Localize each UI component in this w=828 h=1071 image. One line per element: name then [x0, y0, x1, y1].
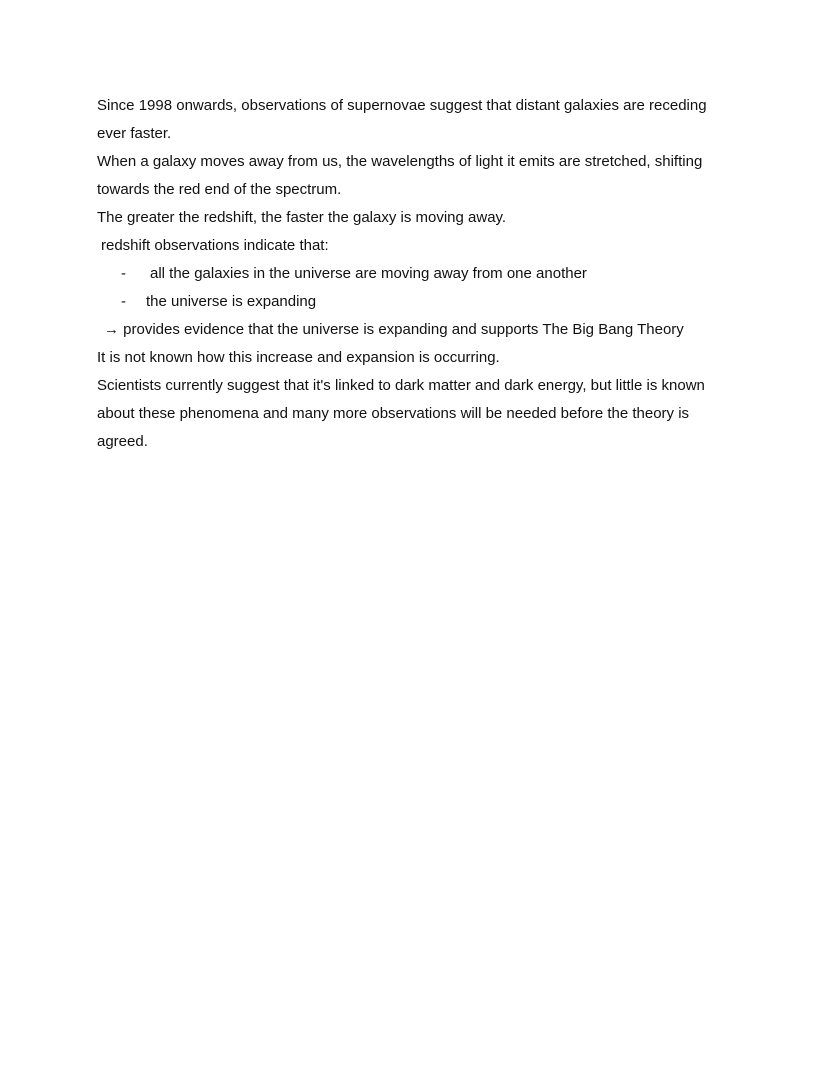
conclusion-line: → provides evidence that the universe is expanding and supports The Big Bang Theory	[104, 321, 684, 338]
list-item-text: the universe is expanding	[146, 293, 317, 310]
text-line: agreed.	[97, 433, 148, 450]
text-line: Since 1998 onwards, observations of supernovae suggest that distant galaxies are receding	[97, 97, 707, 114]
text-line: The greater the redshift, the faster the galaxy is moving away.	[97, 209, 507, 226]
dash-bullet-icon: -	[121, 293, 126, 310]
list-item-text: all the galaxies in the universe are moving away from one another	[150, 265, 587, 282]
text-line: Scientists currently suggest that it's linked to dark matter and dark energy, but little is known	[97, 377, 705, 394]
list-intro: redshift observations indicate that:	[101, 237, 329, 254]
text-line: It is not known how this increase and expansion is occurring.	[97, 349, 500, 366]
text-line: When a galaxy moves away from us, the wavelengths of light it emits are stretched, shifting	[97, 153, 703, 170]
text-line: ever faster.	[97, 125, 172, 142]
dash-bullet-icon: -	[121, 265, 126, 282]
text-line: about these phenomena and many more observations will be needed before the theory is	[97, 405, 690, 422]
text-line: towards the red end of the spectrum.	[97, 181, 342, 198]
